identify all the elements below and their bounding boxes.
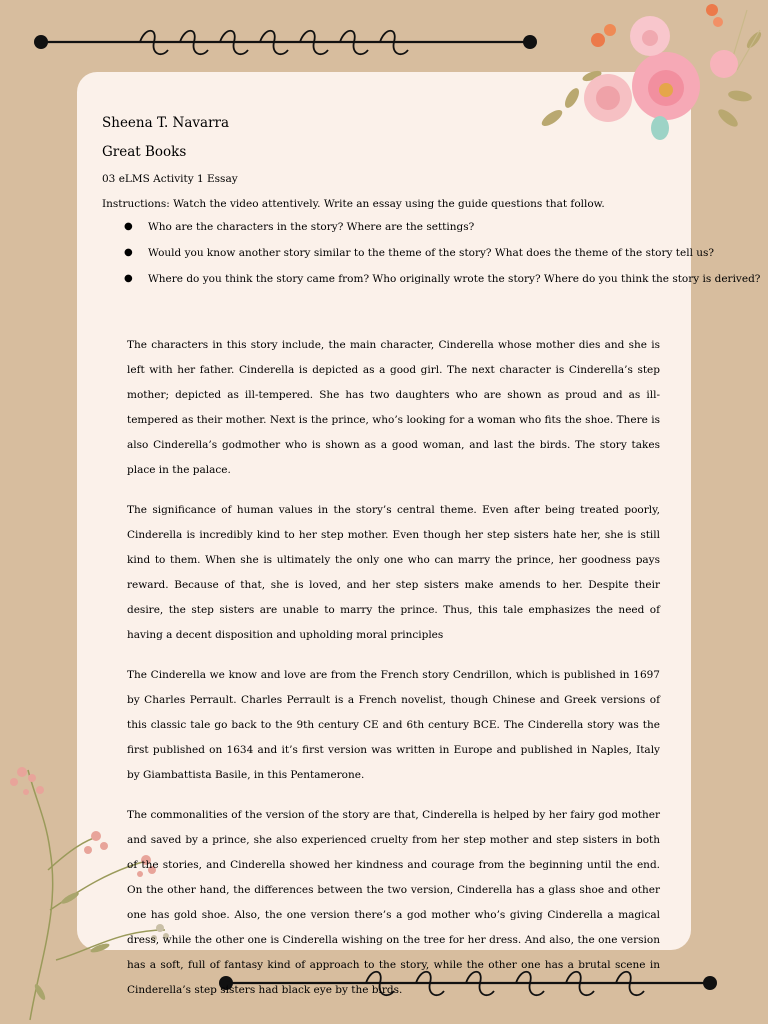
essay-paragraph: The commonalities of the version of the story are that, Cinderella is helped by her fairy god mother and saved by a prince, she also experienced cruelty from her step mother and step sisters in both of the stories, and Cinderella showed her kindness and courage from the beginning until the end. On the other hand, the differences between the two version, Cinderella has a glass shoe and other one has gold shoe. Also, the one version there’s a god mother who’s giving Cinderella a magical dress, while the other one is Cinderella wishing on the tree for her dress. And also, the one version has a soft, full of fantasy kind of approach to the story, while the other one has a brutal scene in Cinderella’s step sisters had black eye by the birds. (127, 809, 660, 996)
top-swirl-divider (30, 28, 542, 62)
guide-question (124, 220, 760, 234)
essay-body (127, 333, 660, 1018)
essay-header (102, 114, 605, 222)
bullet-icon: ● (124, 221, 133, 232)
author-name: Sheena T. Navarra (102, 115, 230, 131)
guide-question (124, 246, 760, 260)
essay-paragraph: The characters in this story include, the main character, Cinderella whose mother dies and she is left with her father. Cinderella is depicted as a good girl. The next character is Cinderella’s step mother; depicted as ill-tempered. She has two daughters who are shown as proud and as ill-tempered as their mother. Next is the prince, who’s looking for a woman who fits the shoe. There is also Cinderella’s godmother who is shown as a good woman, and last the birds. The story takes place in the palace. (127, 339, 660, 476)
guide-question-text: Would you know another story similar to the theme of the story? What does the theme of the story tell us? (148, 247, 715, 259)
course-title: Great Books (102, 144, 187, 160)
bullet-icon: ● (124, 247, 133, 258)
guide-question-text: Who are the characters in the story? Where are the settings? (148, 221, 475, 233)
instructions-text: Instructions: Watch the video attentively. Write an essay using the guide questions that follow. (102, 198, 605, 210)
guide-question-text: Where do you think the story came from? Who originally wrote the story? Where do you think the story is derived? (148, 273, 761, 285)
essay-paragraph: The Cinderella we know and love are from the French story Cendrillon, which is published in 1697 by Charles Perrault. Charles Perrault is a French novelist, though Chinese and Greek versions of this classic tale go back to the 9th century CE and 6th century BCE. The Cinderella story was the first published on 1634 and it’s first version was written in Europe and published in Naples, Italy by Giambattista Basile, in this Pentamerone. (127, 669, 660, 781)
guide-question (124, 272, 760, 286)
bullet-icon: ● (124, 273, 133, 284)
guide-questions-list (124, 220, 760, 298)
essay-paragraph: The significance of human values in the story’s central theme. Even after being treated poorly, Cinderella is incredibly kind to her step mother. Even though her step sisters hate her, she is still kind to them. When she is ultimately the only one who can marry the prince, her goodness pays reward. Because of that, she is loved, and her step sisters make amends to her. Despite their desire, the step sisters are unable to marry the prince. Thus, this tale emphasizes the need of having a decent disposition and upholding moral principles (127, 504, 660, 641)
activity-label: 03 eLMS Activity 1 Essay (102, 173, 238, 185)
